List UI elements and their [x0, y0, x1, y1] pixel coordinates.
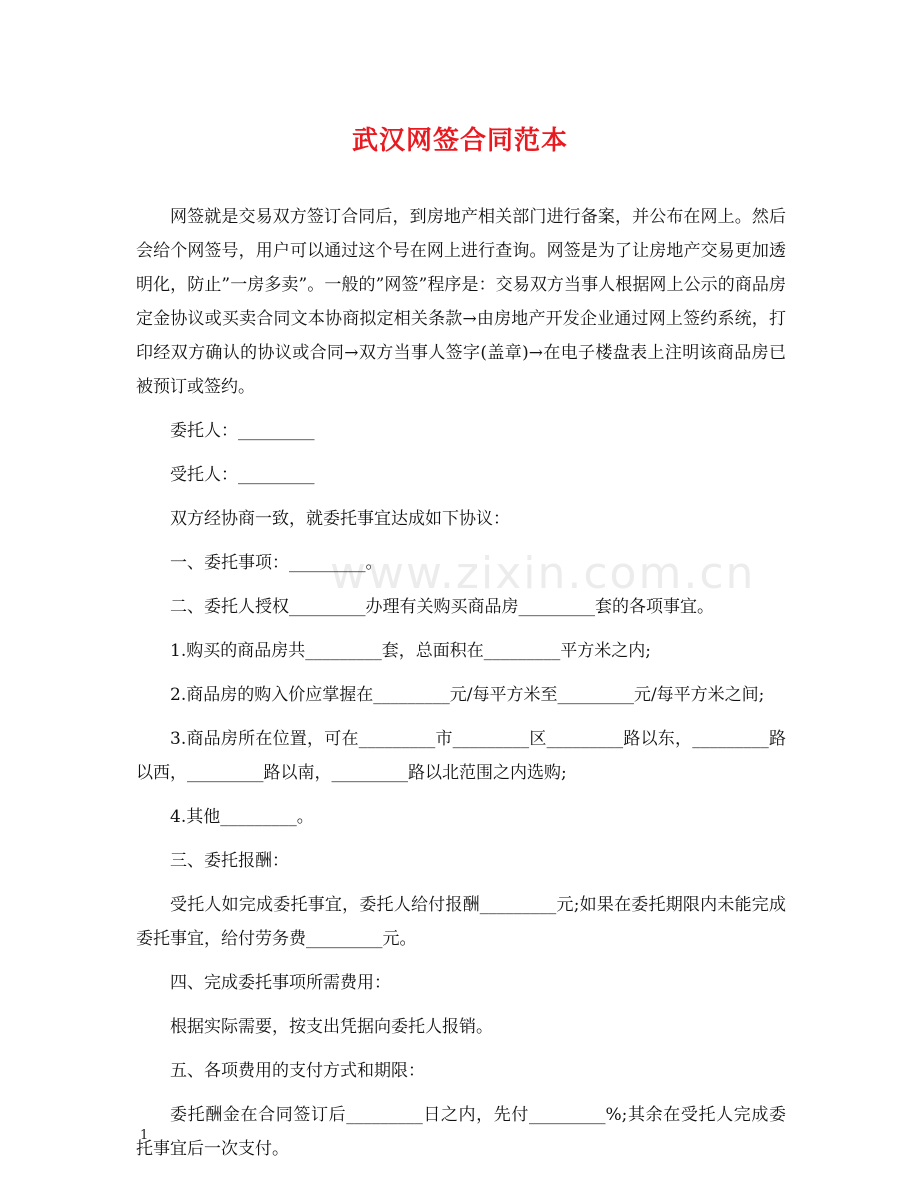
intro-paragraph: 网签就是交易双方签订合同后，到房地产相关部门进行备案，并公布在网上。然后会给个网签号，用户可以通过这个号在网上进行查询。网签是为了让房地产交易更加透明化，防止”一房多卖”。一般的”网签”程序是：交易双方当事人根据网上公示的商品房定金协议或买卖合同文本协商拟定相关条款→由房地产开发企业通过网上签约系统，打印经双方确认的协议或合同→双方当事人签字(盖章)→在电子楼盘表上注明该商品房已被预订或签约。: [136, 207, 786, 397]
clause-2: 二、委托人授权_________办理有关购买商品房_________套的各项事宜。: [170, 597, 714, 617]
agreement-line: 双方经协商一致，就委托事宜达成如下协议：: [170, 509, 510, 529]
clause-5-text: 委托酬金在合同签订后_________日之内，先付_________%;其余在受托人完成委托事宜后一次支付。: [136, 1105, 786, 1159]
watermark: www.zixin.com.cn: [330, 548, 756, 599]
document-body: [136, 200, 786, 1166]
page-number: 1: [140, 1128, 149, 1143]
clause-4-heading: 四、完成委托事项所需费用：: [170, 973, 391, 993]
agent-line: 受托人：_________: [170, 465, 315, 485]
clause-2-4: 4.其他_________。: [170, 807, 314, 827]
clause-3-heading: 三、委托报酬：: [170, 851, 289, 871]
clause-4-text: 根据实际需要，按支出凭据向委托人报销。: [170, 1017, 493, 1037]
clause-2-3: 3.商品房所在位置，可在_________市_________区_________路以东，_________路以西，_________路以南，_________路以北范围之内选购;: [136, 729, 786, 783]
principal-line: 委托人：_________: [170, 421, 315, 441]
clause-2-2: 2.商品房的购入价应掌握在_________元/每平方米至_________元/每平方米之间;: [170, 685, 765, 705]
clause-3-text: 受托人如完成委托事宜，委托人给付报酬_________元;如果在委托期限内未能完成委托事宜，给付劳务费_________元。: [136, 895, 786, 949]
clause-1: 一、委托事项：_________。: [170, 553, 383, 573]
clause-5-heading: 五、各项费用的支付方式和期限：: [170, 1061, 425, 1081]
document-title: 武汉网签合同范本: [351, 126, 568, 156]
clause-2-1: 1.购买的商品房共_________套，总面积在_________平方米之内;: [170, 641, 651, 661]
